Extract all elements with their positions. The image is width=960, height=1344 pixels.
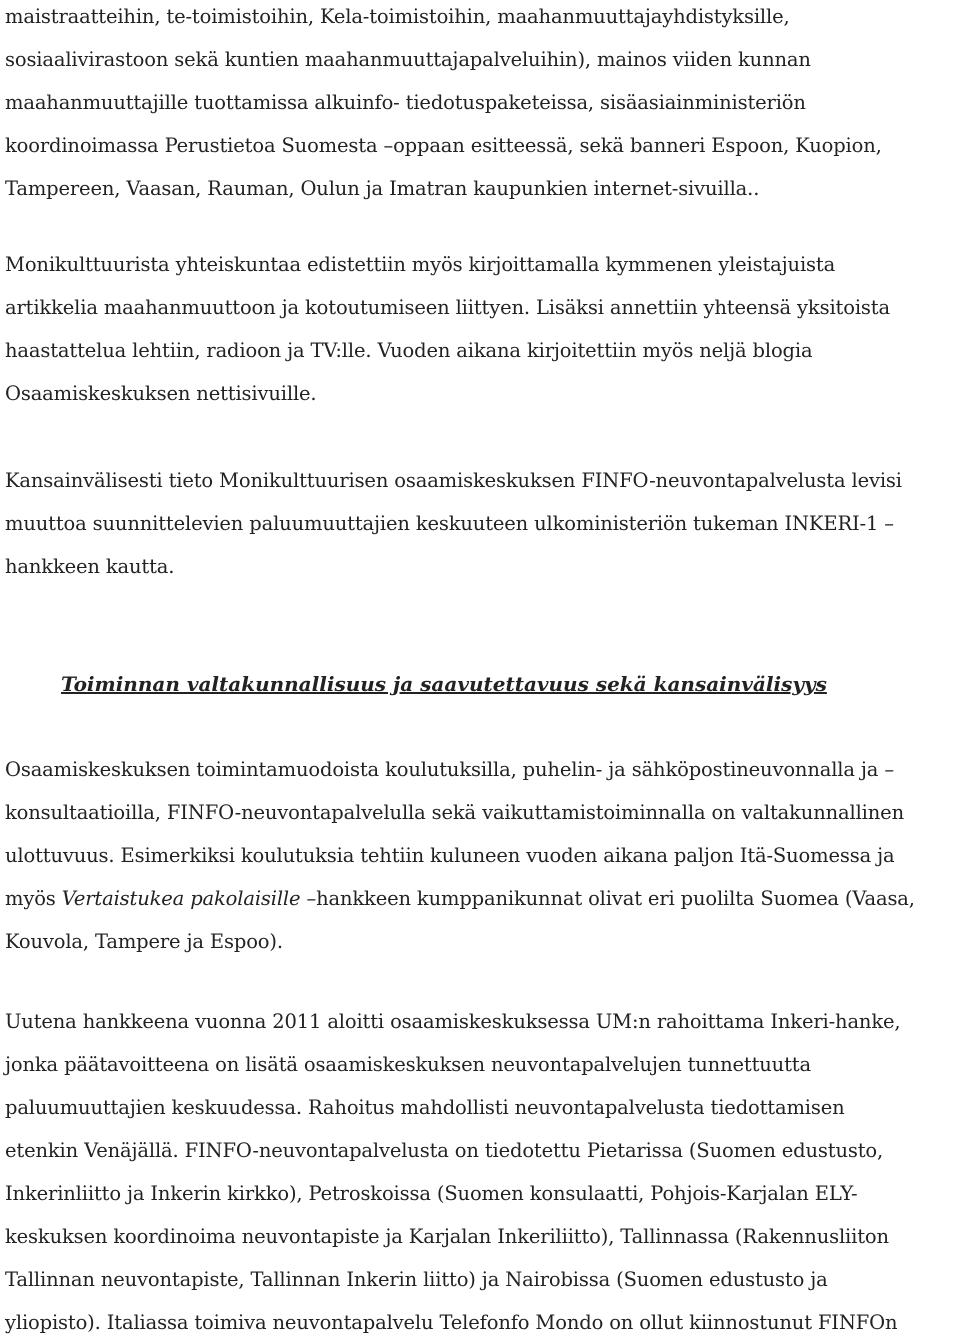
paragraph-international-spread bbox=[5, 459, 902, 588]
text-line: Uutena hankkeena vuonna 2011 aloitti osaamiskeskuksessa UM:n rahoittama Inkeri-hanke, bbox=[5, 1010, 901, 1033]
text-line bbox=[5, 877, 915, 920]
project-name-italic: Vertaistukea pakolaisille bbox=[61, 887, 301, 910]
text-line: Kansainvälisesti tieto Monikulttuurisen osaamiskeskuksen FINFO-neuvontapalvelusta levisi bbox=[5, 469, 902, 492]
text-line: etenkin Venäjällä. FINFO-neuvontapalvelusta on tiedotettu Pietarissa (Suomen edustusto, bbox=[5, 1139, 884, 1162]
paragraph-articles-interviews bbox=[5, 243, 890, 415]
text-line: paluumuuttajien keskuudessa. Rahoitus mahdollisti neuvontapalvelusta tiedottamisen bbox=[5, 1096, 845, 1119]
text-line: artikkelia maahanmuuttoon ja kotoutumiseen liittyen. Lisäksi annettiin yhteensä yksitoista bbox=[5, 296, 890, 319]
section-heading: Toiminnan valtakunnallisuus ja saavutettavuus sekä kansainvälisyys bbox=[61, 672, 827, 696]
text-line: Inkerinliitto ja Inkerin kirkko), Petroskoissa (Suomen konsulaatti, Pohjois-Karjalan ELY- bbox=[5, 1182, 858, 1205]
text-line: maahanmuuttajille tuottamissa alkuinfo- tiedotuspaketeissa, sisäasiainministeriön bbox=[5, 91, 806, 114]
text-line: yliopisto). Italiassa toimiva neuvontapalvelu Telefonfo Mondo on ollut kiinnostunut FINFOn bbox=[5, 1311, 898, 1334]
text-line: muuttoa suunnittelevien paluumuuttajien keskuuteen ulkoministeriön tukeman INKERI-1 – bbox=[5, 512, 894, 535]
text-line: Kouvola, Tampere ja Espoo). bbox=[5, 930, 283, 953]
text-line: sosiaalivirastoon sekä kuntien maahanmuuttajapalveluihin), mainos viiden kunnan bbox=[5, 48, 811, 71]
paragraph-national-reach bbox=[5, 748, 915, 963]
text-line: hankkeen kautta. bbox=[5, 555, 175, 578]
text-fragment: myös bbox=[5, 887, 62, 910]
text-line: konsultaatioilla, FINFO-neuvontapalvelulla sekä vaikuttamistoiminnalla on valtakunnallinen bbox=[5, 801, 904, 824]
text-line: Osaamiskeskuksen nettisivuille. bbox=[5, 382, 317, 405]
text-line: Tallinnan neuvontapiste, Tallinnan Inkerin liitto) ja Nairobissa (Suomen edustusto ja bbox=[5, 1268, 828, 1291]
text-line: koordinoimassa Perustietoa Suomesta –oppaan esitteessä, sekä banneri Espoon, Kuopion, bbox=[5, 134, 882, 157]
text-line: Tampereen, Vaasan, Rauman, Oulun ja Imatran kaupunkien internet-sivuilla.. bbox=[5, 177, 760, 200]
paragraph-inkeri-project bbox=[5, 1000, 900, 1344]
text-line: keskuksen koordinoima neuvontapiste ja Karjalan Inkeriliitto), Tallinnassa (Rakennusliiton bbox=[5, 1225, 889, 1248]
text-line: Monikulttuurista yhteiskuntaa edistettiin myös kirjoittamalla kymmenen yleistajuista bbox=[5, 253, 836, 276]
text-fragment: –hankkeen kumppanikunnat olivat eri puolilta Suomea (Vaasa, bbox=[300, 887, 915, 910]
text-line: haastattelua lehtiin, radioon ja TV:lle. Vuoden aikana kirjoitettiin myös neljä blogia bbox=[5, 339, 813, 362]
text-line: Osaamiskeskuksen toimintamuodoista koulutuksilla, puhelin- ja sähköpostineuvonnalla ja – bbox=[5, 758, 894, 781]
paragraph-media-distribution bbox=[5, 0, 882, 210]
text-line: ulottuvuus. Esimerkiksi koulutuksia tehtiin kuluneen vuoden aikana paljon Itä-Suomessa ja bbox=[5, 844, 895, 867]
text-line: jonka päätavoitteena on lisätä osaamiskeskuksen neuvontapalvelujen tunnettuutta bbox=[5, 1053, 811, 1076]
text-line: maistraatteihin, te-toimistoihin, Kela-toimistoihin, maahanmuuttajayhdistyksille, bbox=[5, 5, 790, 28]
